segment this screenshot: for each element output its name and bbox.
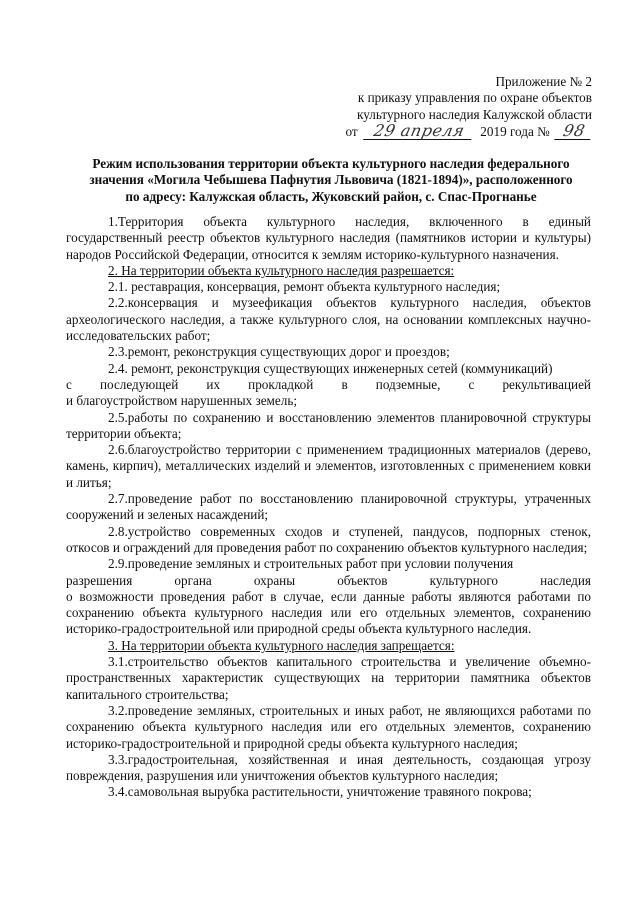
item-2-9-line-2: разрешения органа охраны объектов культурного наследия [66,572,591,588]
item-3-2: 3.2.проведение земляных, строительных и иных работ, не являющихся работами по сохранению объекта культурного наследия или его отдельных элементов, сохранению историко-градостроительной и природной среды объекта культурного наследия; [66,702,591,751]
item-2-8: 2.8.устройство современных сходов и ступеней, пандусов, подпорных стенок, откосов и ограждений для проведения работ по сохранению объектов культурного наследия; [66,523,591,555]
appendix-header [252,74,592,140]
order-date-line [252,120,592,140]
document-title [66,156,596,205]
item-2-4-line-3: и благоустройством нарушенных земель; [66,393,298,409]
item-2-4-line-2: с последующей их прокладкой в подземные, с рекультивацией [66,376,591,392]
item-2-3: 2.3.ремонт, реконструкция существующих дорог и проездов; [108,344,450,360]
item-3-1: 3.1.строительство объектов капитального строительства и увеличение объемно-пространственных характеристик существующих на территории памятника объектов капитального строительства; [66,654,591,702]
document-body [66,214,591,801]
item-2-6: 2.6.благоустройство территории с применением традиционных материалов (дерево, камень, кирпич), металлических изделий и элементов, изготовленных с применением ковки и литья; [66,442,591,490]
item-3-3: 3.3.градостроительная, хозяйственная и иная деятельность, создающая угрозу повреждения, разрушения или уничтожения объектов культурного наследия; [66,751,591,784]
title-line-2: значения «Могила Чебышева Пафнутия Львовича (1821-1894)», расположенного [89,172,573,188]
item-2-5: 2.5.работы по сохранению и восстановлению элементов планировочной структуры территории объекта; [66,409,591,441]
item-2-4-line-1: 2.4. ремонт, реконструкция существующих инженерных сетей (коммуникаций) [108,360,553,376]
item-2-9-line-1: 2.9.проведение земляных и строительных работ при условии получения [108,556,514,572]
handwritten-order-number: 98 [554,123,594,140]
appendix-number: Приложение № 2 [495,74,592,89]
item-2-1: 2.1. реставрация, консервация, ремонт объекта культурного наследия; [108,279,501,295]
handwritten-date: 29 апреля [363,123,475,140]
paragraph-1: 1.Территория объекта культурного наследия, включенного в единый государственный реестр объектов культурного наследия (памятников истории и культуры) народов Российской Федерации, относится к землям историко-культурного назначения. [66,214,591,262]
item-2-2: 2.2.консервация и музеефикация объектов культурного наследия, объектов археологического наследия, а также культурного слоя, на основании комплексных научно-исследовательских работ; [66,295,591,344]
item-2-7: 2.7.проведение работ по восстановлению планировочной структуры, утраченных сооружений и зеленых насаждений; [66,491,591,523]
section-2-heading: 2. На территории объекта культурного наследия разрешается: [108,262,455,278]
item-2-9-rest: о возможности проведения работ в случае, если данные работы являются работами по сохранению объекта культурного наследия или его отдельных элементов, сохранению историко-градостроительной или природной среды объекта культурного наследия. [66,588,591,637]
title-line-1: Режим использования территории объекта культурного наследия федерального [92,156,570,171]
title-line-3: по адресу: Калужская область, Жуковский район, с. Спас-Прогнанье [125,188,537,204]
from-label: от [345,123,358,139]
order-reference: к приказу управления по охране объектов [357,90,592,106]
section-3-heading: 3. На территории объекта культурного наследия запрещается: [108,637,455,653]
issuing-authority: культурного наследия Калужской области [357,106,592,122]
year-label: 2019 года № [480,123,550,139]
item-3-4: 3.4.самовольная вырубка растительности, уничтожение травяного покрова; [108,784,532,800]
